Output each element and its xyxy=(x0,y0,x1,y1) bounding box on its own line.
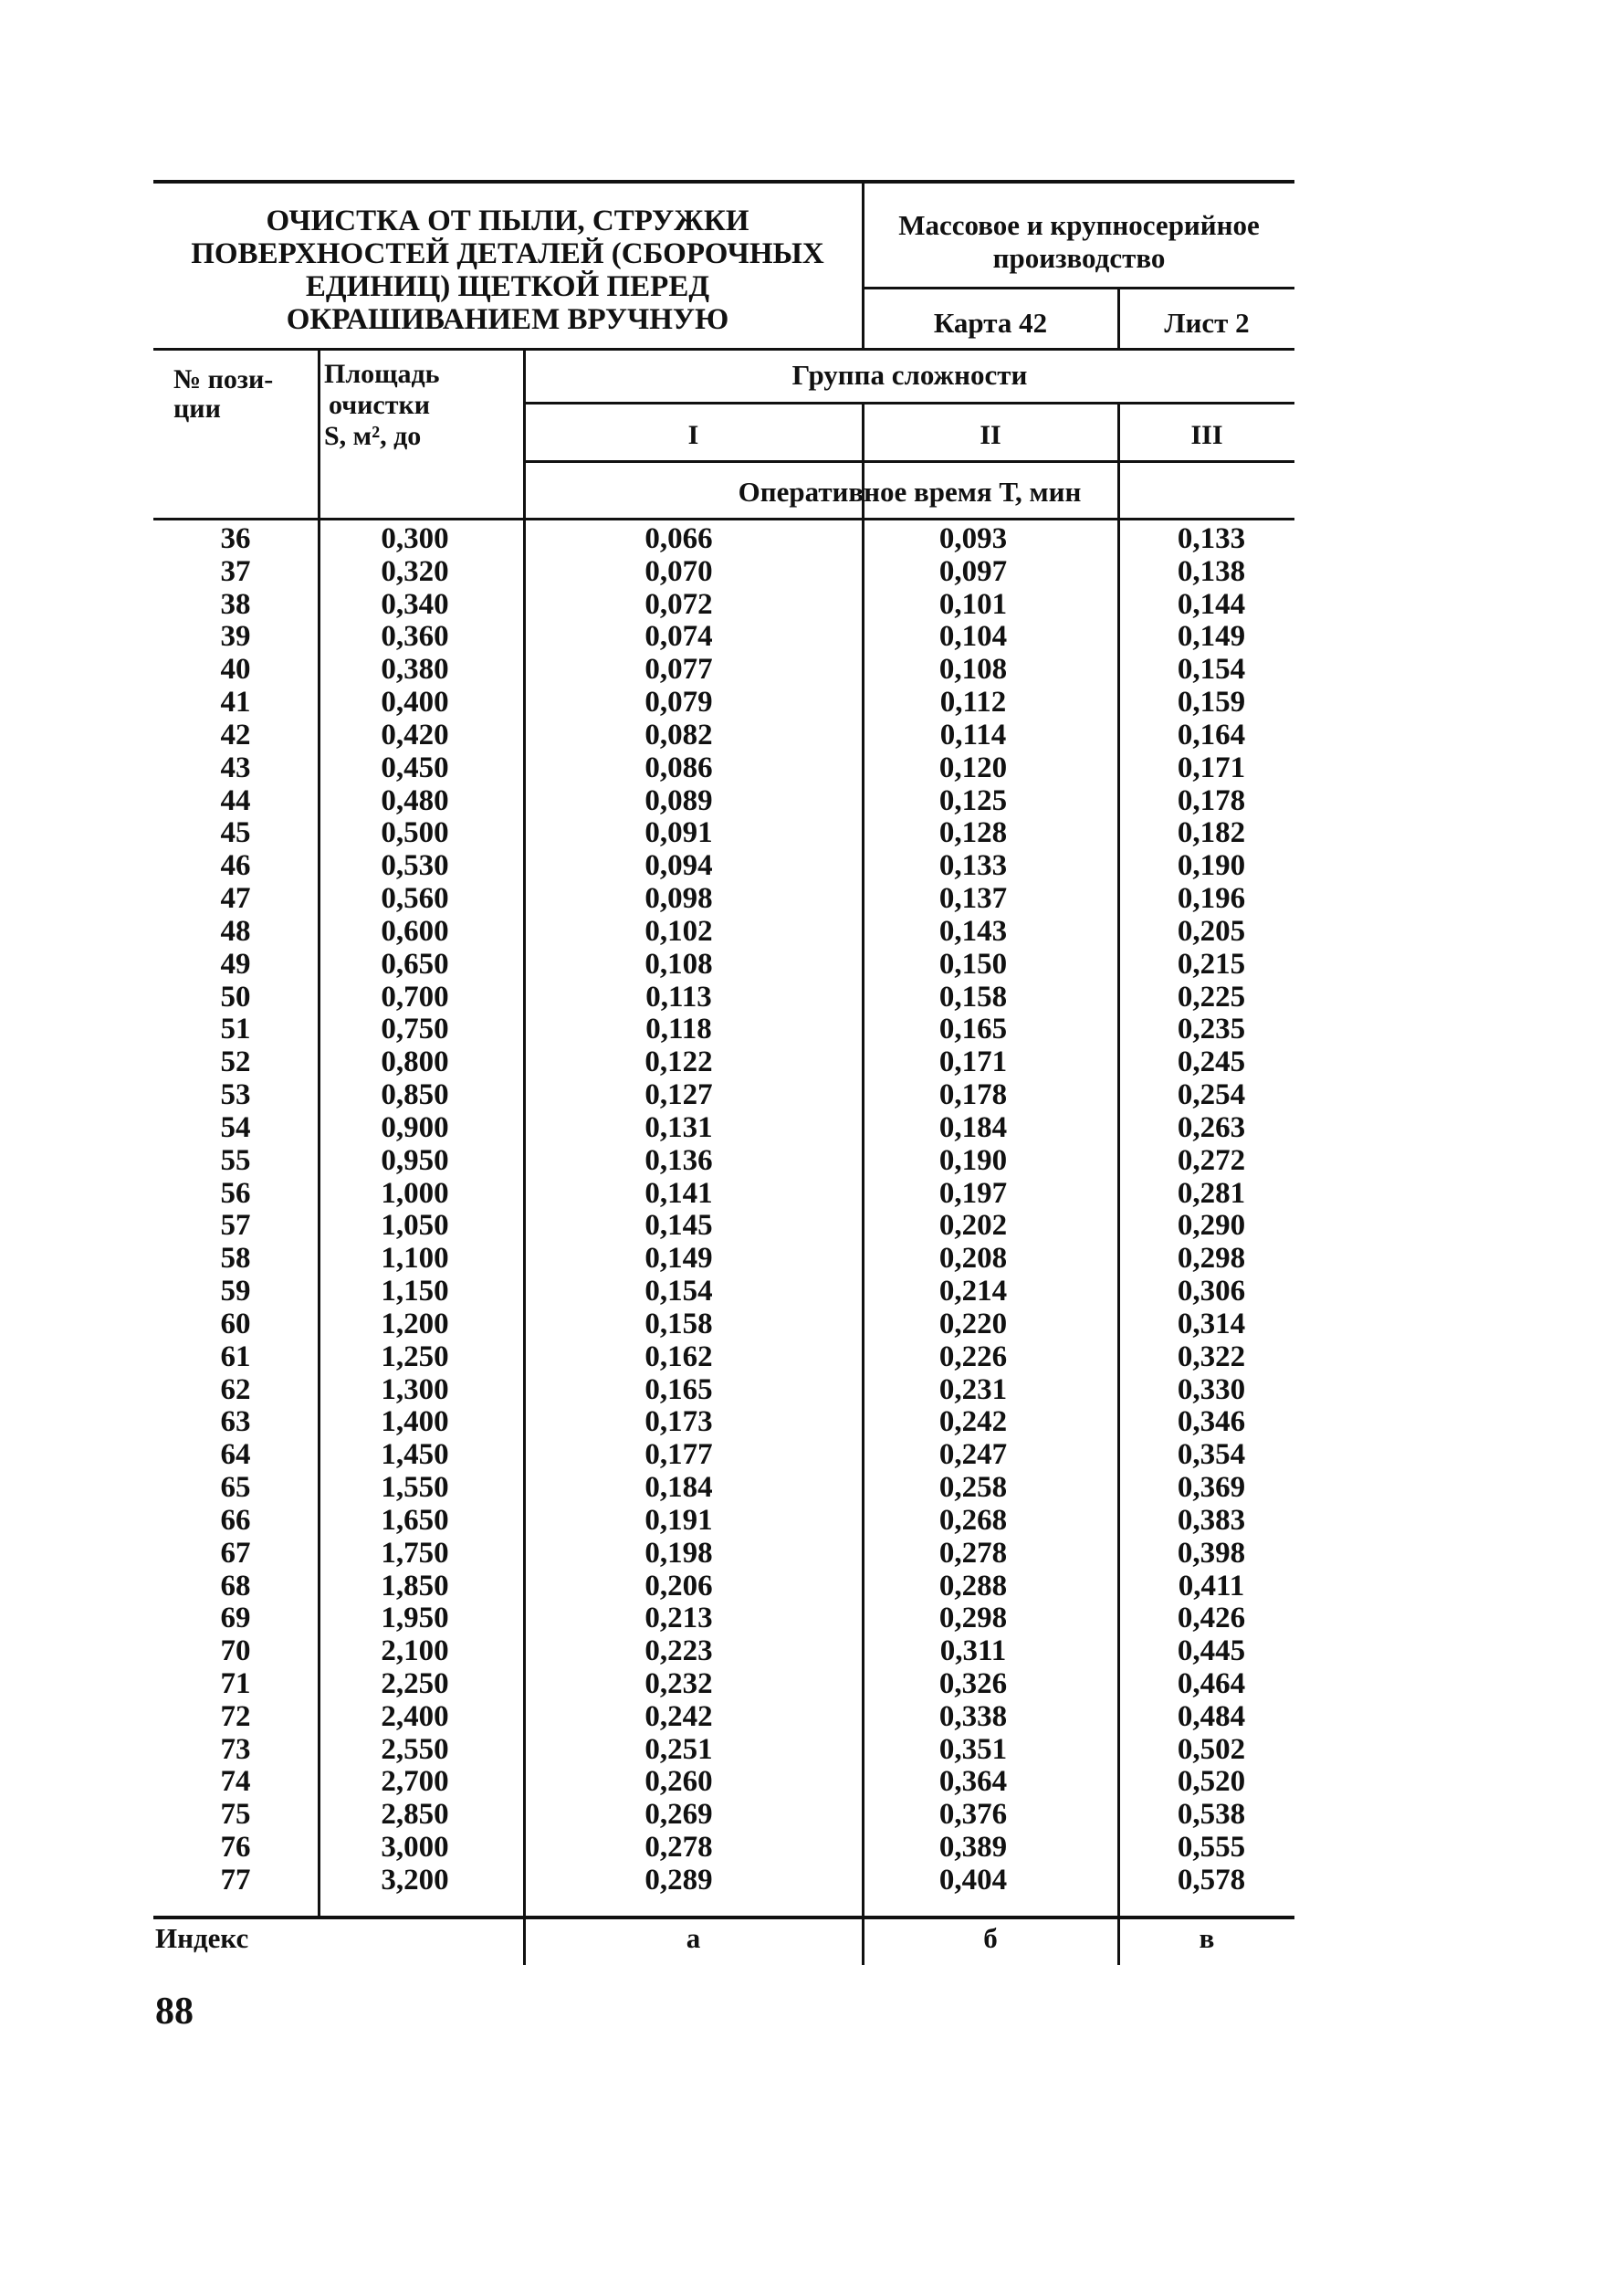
time-cell-group-1: 0,091 xyxy=(644,816,713,850)
time-cell-group-1: 0,102 xyxy=(644,914,713,948)
index-label: Индекс xyxy=(155,1922,249,1954)
time-cell-group-1: 0,173 xyxy=(644,1405,713,1439)
position-cell: 64 xyxy=(220,1438,251,1472)
position-cell: 45 xyxy=(220,816,251,850)
position-cell: 40 xyxy=(220,653,251,687)
time-cell-group-1: 0,131 xyxy=(644,1110,713,1144)
time-cell-group-1: 0,089 xyxy=(644,783,713,817)
time-cell-group-3: 0,196 xyxy=(1177,882,1246,916)
time-cell-group-2: 0,133 xyxy=(938,849,1008,883)
time-cell-group-1: 0,242 xyxy=(644,1699,713,1733)
time-cell-group-2: 0,097 xyxy=(938,554,1008,588)
time-cell-group-1: 0,072 xyxy=(644,587,713,621)
table-row xyxy=(153,1538,1294,1571)
index-3: в xyxy=(1199,1922,1215,1954)
area-cell: 0,800 xyxy=(381,1045,449,1079)
time-cell-group-1: 0,223 xyxy=(644,1634,713,1668)
area-cell: 0,400 xyxy=(381,686,449,720)
time-cell-group-1: 0,141 xyxy=(644,1176,713,1210)
area-cell: 0,950 xyxy=(381,1143,449,1177)
time-cell-group-2: 0,178 xyxy=(938,1078,1008,1112)
time-cell-group-2: 0,376 xyxy=(938,1798,1008,1832)
production-type: производство xyxy=(992,242,1166,274)
time-cell-group-3: 0,149 xyxy=(1177,620,1246,654)
table-row xyxy=(153,589,1294,622)
position-cell: 57 xyxy=(220,1209,251,1243)
area-cell: 0,700 xyxy=(381,980,449,1014)
time-cell-group-2: 0,158 xyxy=(938,980,1008,1014)
time-cell-group-2: 0,114 xyxy=(939,718,1007,751)
position-cell: 63 xyxy=(220,1405,251,1439)
area-cell: 0,320 xyxy=(381,554,449,588)
position-cell: 75 xyxy=(220,1798,251,1832)
card-number: Карта 42 xyxy=(933,307,1048,339)
title-line: ОКРАШИВАНИЕМ ВРУЧНУЮ xyxy=(286,303,729,336)
area-cell: 0,360 xyxy=(381,620,449,654)
data-table-body xyxy=(153,523,1294,1897)
table-row xyxy=(153,1112,1294,1145)
time-cell-group-2: 0,231 xyxy=(938,1372,1008,1406)
position-cell: 72 xyxy=(220,1699,251,1733)
time-cell-group-2: 0,197 xyxy=(938,1176,1008,1210)
time-cell-group-2: 0,242 xyxy=(938,1405,1008,1439)
area-cell: 1,450 xyxy=(381,1438,449,1472)
position-cell: 59 xyxy=(220,1275,251,1308)
time-cell-group-1: 0,077 xyxy=(644,653,713,687)
area-cell: 0,560 xyxy=(381,882,449,916)
area-cell: 0,340 xyxy=(381,587,449,621)
table-row xyxy=(153,720,1294,752)
top-rule xyxy=(153,180,1294,184)
time-cell-group-3: 0,190 xyxy=(1177,849,1246,883)
time-cell-group-1: 0,082 xyxy=(644,718,713,751)
time-cell-group-2: 0,311 xyxy=(939,1634,1007,1668)
position-cell: 39 xyxy=(220,620,251,654)
table-row xyxy=(153,1374,1294,1407)
table-row xyxy=(153,523,1294,556)
time-cell-group-3: 0,346 xyxy=(1177,1405,1246,1439)
time-cell-group-3: 0,254 xyxy=(1177,1078,1246,1112)
table-row xyxy=(153,1014,1294,1046)
table-row xyxy=(153,752,1294,785)
time-cell-group-3: 0,354 xyxy=(1177,1438,1246,1472)
time-cell-group-1: 0,251 xyxy=(644,1732,713,1766)
position-cell: 56 xyxy=(220,1176,251,1210)
table-row xyxy=(153,1046,1294,1079)
table-row xyxy=(153,1505,1294,1538)
table-row xyxy=(153,785,1294,818)
time-cell-group-3: 0,182 xyxy=(1177,816,1246,850)
table-row xyxy=(153,1308,1294,1341)
time-cell-group-3: 0,314 xyxy=(1177,1307,1246,1340)
position-cell: 53 xyxy=(220,1078,251,1112)
position-cell: 73 xyxy=(220,1732,251,1766)
time-cell-group-3: 0,245 xyxy=(1177,1045,1246,1079)
time-cell-group-2: 0,143 xyxy=(938,914,1008,948)
position-cell: 66 xyxy=(220,1503,251,1537)
table-row xyxy=(153,1832,1294,1865)
time-cell-group-1: 0,074 xyxy=(644,620,713,654)
time-cell-group-3: 0,322 xyxy=(1177,1340,1246,1373)
area-cell: 1,000 xyxy=(381,1176,449,1210)
time-cell-group-1: 0,094 xyxy=(644,849,713,883)
time-cell-group-3: 0,464 xyxy=(1177,1666,1246,1700)
table-row xyxy=(153,1734,1294,1767)
time-cell-group-2: 0,104 xyxy=(938,620,1008,654)
table-row xyxy=(153,1178,1294,1211)
time-cell-group-3: 0,538 xyxy=(1177,1798,1246,1832)
position-header: ции xyxy=(173,394,221,424)
position-cell: 51 xyxy=(220,1013,251,1046)
position-cell: 76 xyxy=(220,1831,251,1865)
time-cell-group-3: 0,144 xyxy=(1177,587,1246,621)
time-cell-group-2: 0,171 xyxy=(938,1045,1008,1079)
time-cell-group-3: 0,306 xyxy=(1177,1275,1246,1308)
area-cell: 0,750 xyxy=(381,1013,449,1046)
time-cell-group-3: 0,445 xyxy=(1177,1634,1246,1668)
time-cell-group-2: 0,389 xyxy=(938,1831,1008,1865)
position-cell: 61 xyxy=(220,1340,251,1373)
area-cell: 2,850 xyxy=(381,1798,449,1832)
table-row xyxy=(153,1571,1294,1603)
position-cell: 62 xyxy=(220,1372,251,1406)
table-row xyxy=(153,621,1294,654)
time-cell-group-2: 0,120 xyxy=(938,751,1008,784)
area-cell: 1,100 xyxy=(381,1242,449,1276)
area-cell: 0,650 xyxy=(381,947,449,981)
time-cell-group-2: 0,101 xyxy=(938,587,1008,621)
area-cell: 0,500 xyxy=(381,816,449,850)
table-row xyxy=(153,1341,1294,1374)
index-2: б xyxy=(983,1922,998,1954)
table-row xyxy=(153,982,1294,1014)
area-cell: 0,850 xyxy=(381,1078,449,1112)
time-cell-group-3: 0,383 xyxy=(1177,1503,1246,1537)
position-cell: 58 xyxy=(220,1242,251,1276)
area-cell: 0,480 xyxy=(381,783,449,817)
area-cell: 1,850 xyxy=(381,1569,449,1602)
index-1: а xyxy=(686,1922,701,1954)
position-cell: 36 xyxy=(220,522,251,555)
time-cell-group-2: 0,364 xyxy=(938,1765,1008,1799)
time-cell-group-3: 0,171 xyxy=(1177,751,1246,784)
time-cell-group-1: 0,136 xyxy=(644,1143,713,1177)
position-cell: 41 xyxy=(220,686,251,720)
time-cell-group-1: 0,149 xyxy=(644,1242,713,1276)
table-row xyxy=(153,1865,1294,1897)
time-cell-group-3: 0,263 xyxy=(1177,1110,1246,1144)
time-cell-group-2: 0,093 xyxy=(938,522,1008,555)
time-cell-group-2: 0,278 xyxy=(938,1536,1008,1570)
area-cell: 0,600 xyxy=(381,914,449,948)
time-cell-group-1: 0,145 xyxy=(644,1209,713,1243)
time-cell-group-3: 0,133 xyxy=(1177,522,1246,555)
time-cell-group-1: 0,113 xyxy=(645,980,712,1014)
time-cell-group-2: 0,214 xyxy=(938,1275,1008,1308)
time-cell-group-3: 0,225 xyxy=(1177,980,1246,1014)
area-cell: 1,650 xyxy=(381,1503,449,1537)
time-cell-group-3: 0,272 xyxy=(1177,1143,1246,1177)
area-header: очистки xyxy=(329,390,431,420)
table-row xyxy=(153,916,1294,949)
time-cell-group-1: 0,184 xyxy=(644,1471,713,1505)
table-row xyxy=(153,556,1294,589)
position-cell: 49 xyxy=(220,947,251,981)
area-cell: 0,300 xyxy=(381,522,449,555)
time-cell-group-2: 0,202 xyxy=(938,1209,1008,1243)
area-cell: 1,300 xyxy=(381,1372,449,1406)
title-line: ПОВЕРХНОСТЕЙ ДЕТАЛЕЙ (СБОРОЧНЫХ xyxy=(191,237,824,270)
position-cell: 42 xyxy=(220,718,251,751)
time-cell-group-1: 0,198 xyxy=(644,1536,713,1570)
position-cell: 74 xyxy=(220,1765,251,1799)
time-cell-group-1: 0,269 xyxy=(644,1798,713,1832)
table-row xyxy=(153,1406,1294,1439)
area-cell: 1,250 xyxy=(381,1340,449,1373)
time-cell-group-3: 0,178 xyxy=(1177,783,1246,817)
time-cell-group-2: 0,351 xyxy=(938,1732,1008,1766)
time-cell-group-1: 0,098 xyxy=(644,882,713,916)
area-cell: 3,200 xyxy=(381,1863,449,1896)
time-cell-group-2: 0,258 xyxy=(938,1471,1008,1505)
time-cell-group-2: 0,108 xyxy=(938,653,1008,687)
time-cell-group-2: 0,247 xyxy=(938,1438,1008,1472)
table-row xyxy=(153,883,1294,916)
area-cell: 0,900 xyxy=(381,1110,449,1144)
time-cell-group-3: 0,520 xyxy=(1177,1765,1246,1799)
time-cell-group-1: 0,118 xyxy=(645,1013,712,1046)
page-number: 88 xyxy=(155,1991,194,2033)
time-cell-group-3: 0,330 xyxy=(1177,1372,1246,1406)
table-row xyxy=(153,1210,1294,1243)
group-header-3: III xyxy=(1190,420,1223,450)
time-cell-group-2: 0,288 xyxy=(938,1569,1008,1602)
time-cell-group-1: 0,165 xyxy=(644,1372,713,1406)
time-cell-group-3: 0,398 xyxy=(1177,1536,1246,1570)
time-cell-group-1: 0,158 xyxy=(644,1307,713,1340)
time-cell-group-1: 0,070 xyxy=(644,554,713,588)
position-cell: 44 xyxy=(220,783,251,817)
sheet-number: Лист 2 xyxy=(1164,307,1250,339)
table-row xyxy=(153,654,1294,687)
time-cell-group-2: 0,298 xyxy=(938,1602,1008,1635)
time-cell-group-2: 0,165 xyxy=(938,1013,1008,1046)
time-cell-group-2: 0,404 xyxy=(938,1863,1008,1896)
area-cell: 1,400 xyxy=(381,1405,449,1439)
time-cell-group-1: 0,154 xyxy=(644,1275,713,1308)
table-row xyxy=(153,1635,1294,1668)
time-cell-group-2: 0,184 xyxy=(938,1110,1008,1144)
time-cell-group-1: 0,162 xyxy=(644,1340,713,1373)
area-cell: 0,450 xyxy=(381,751,449,784)
table-row xyxy=(153,1079,1294,1112)
time-cell-group-2: 0,137 xyxy=(938,882,1008,916)
time-cell-group-3: 0,215 xyxy=(1177,947,1246,981)
time-cell-group-3: 0,426 xyxy=(1177,1602,1246,1635)
area-cell: 1,950 xyxy=(381,1602,449,1635)
time-cell-group-2: 0,112 xyxy=(939,686,1007,720)
area-cell: 3,000 xyxy=(381,1831,449,1865)
time-cell-group-2: 0,150 xyxy=(938,947,1008,981)
table-row xyxy=(153,850,1294,883)
position-cell: 48 xyxy=(220,914,251,948)
time-cell-group-3: 0,298 xyxy=(1177,1242,1246,1276)
table-row xyxy=(153,1799,1294,1832)
time-cell-group-3: 0,138 xyxy=(1177,554,1246,588)
area-cell: 1,150 xyxy=(381,1275,449,1308)
table-row xyxy=(153,817,1294,850)
time-cell-group-1: 0,086 xyxy=(644,751,713,784)
complexity-group-header: Группа сложности xyxy=(791,359,1028,391)
time-cell-group-2: 0,226 xyxy=(938,1340,1008,1373)
group-header-2: II xyxy=(980,420,1001,450)
title-line: ОЧИСТКА ОТ ПЫЛИ, СТРУЖКИ xyxy=(266,205,749,237)
production-rule xyxy=(864,287,1294,289)
position-cell: 70 xyxy=(220,1634,251,1668)
table-row xyxy=(153,1766,1294,1799)
area-cell: 2,700 xyxy=(381,1765,449,1799)
header-bottom-rule xyxy=(153,348,1294,351)
operative-time-header: Оперативное время Т, мин xyxy=(738,476,1082,508)
area-cell: 2,550 xyxy=(381,1732,449,1766)
position-cell: 67 xyxy=(220,1536,251,1570)
time-cell-group-2: 0,190 xyxy=(938,1143,1008,1177)
time-cell-group-1: 0,260 xyxy=(644,1765,713,1799)
columns-bottom-rule xyxy=(153,518,1294,520)
area-cell: 1,200 xyxy=(381,1307,449,1340)
time-cell-group-3: 0,502 xyxy=(1177,1732,1246,1766)
area-cell: 0,420 xyxy=(381,718,449,751)
position-cell: 60 xyxy=(220,1307,251,1340)
time-cell-group-2: 0,268 xyxy=(938,1503,1008,1537)
time-cell-group-2: 0,326 xyxy=(938,1666,1008,1700)
position-header: № пози- xyxy=(173,364,274,394)
table-row xyxy=(153,687,1294,720)
time-cell-group-3: 0,290 xyxy=(1177,1209,1246,1243)
position-cell: 38 xyxy=(220,587,251,621)
position-cell: 43 xyxy=(220,751,251,784)
time-cell-group-2: 0,208 xyxy=(938,1242,1008,1276)
area-cell: 1,750 xyxy=(381,1536,449,1570)
table-bottom-rule xyxy=(153,1916,1294,1919)
title-line: ЕДИНИЦ) ЩЕТКОЙ ПЕРЕД xyxy=(305,270,710,303)
position-cell: 54 xyxy=(220,1110,251,1144)
time-cell-group-3: 0,164 xyxy=(1177,718,1246,751)
time-cell-group-2: 0,220 xyxy=(938,1307,1008,1340)
position-cell: 47 xyxy=(220,882,251,916)
area-cell: 0,530 xyxy=(381,849,449,883)
time-cell-group-2: 0,125 xyxy=(938,783,1008,817)
area-cell: 0,380 xyxy=(381,653,449,687)
time-cell-group-3: 0,205 xyxy=(1177,914,1246,948)
time-cell-group-2: 0,128 xyxy=(938,816,1008,850)
time-cell-group-2: 0,338 xyxy=(938,1699,1008,1733)
groups-rule xyxy=(525,460,1294,463)
area-cell: 1,550 xyxy=(381,1471,449,1505)
table-row xyxy=(153,1439,1294,1472)
position-cell: 50 xyxy=(220,980,251,1014)
table-row xyxy=(153,1276,1294,1308)
time-cell-group-3: 0,411 xyxy=(1178,1569,1245,1602)
time-cell-group-3: 0,159 xyxy=(1177,686,1246,720)
time-cell-group-3: 0,235 xyxy=(1177,1013,1246,1046)
time-cell-group-1: 0,213 xyxy=(644,1602,713,1635)
time-cell-group-1: 0,177 xyxy=(644,1438,713,1472)
time-cell-group-1: 0,127 xyxy=(644,1078,713,1112)
group-header-1: I xyxy=(687,420,699,450)
position-cell: 65 xyxy=(220,1471,251,1505)
area-cell: 2,250 xyxy=(381,1666,449,1700)
area-header: S, м², до xyxy=(324,421,422,451)
time-cell-group-3: 0,484 xyxy=(1177,1699,1246,1733)
area-header: Площадь xyxy=(324,359,440,389)
time-cell-group-1: 0,278 xyxy=(644,1831,713,1865)
time-cell-group-3: 0,578 xyxy=(1177,1863,1246,1896)
area-cell: 2,100 xyxy=(381,1634,449,1668)
time-cell-group-1: 0,108 xyxy=(644,947,713,981)
table-row xyxy=(153,1145,1294,1178)
position-cell: 68 xyxy=(220,1569,251,1602)
time-cell-group-3: 0,369 xyxy=(1177,1471,1246,1505)
time-cell-group-1: 0,079 xyxy=(644,686,713,720)
production-type: Массовое и крупносерийное xyxy=(898,209,1260,241)
position-cell: 71 xyxy=(220,1666,251,1700)
position-cell: 77 xyxy=(220,1863,251,1896)
table-row xyxy=(153,1668,1294,1701)
group-rule xyxy=(525,402,1294,405)
time-cell-group-3: 0,555 xyxy=(1177,1831,1246,1865)
position-cell: 52 xyxy=(220,1045,251,1079)
position-cell: 37 xyxy=(220,554,251,588)
time-cell-group-1: 0,289 xyxy=(644,1863,713,1896)
time-cell-group-1: 0,122 xyxy=(644,1045,713,1079)
area-cell: 2,400 xyxy=(381,1699,449,1733)
time-cell-group-3: 0,154 xyxy=(1177,653,1246,687)
time-cell-group-3: 0,281 xyxy=(1177,1176,1246,1210)
time-cell-group-1: 0,191 xyxy=(644,1503,713,1537)
table-row xyxy=(153,1472,1294,1505)
table-row xyxy=(153,949,1294,982)
table-row xyxy=(153,1243,1294,1276)
position-cell: 55 xyxy=(220,1143,251,1177)
time-cell-group-1: 0,206 xyxy=(644,1569,713,1602)
table-row xyxy=(153,1602,1294,1635)
table-row xyxy=(153,1701,1294,1734)
position-cell: 46 xyxy=(220,849,251,883)
area-cell: 1,050 xyxy=(381,1209,449,1243)
position-cell: 69 xyxy=(220,1602,251,1635)
time-cell-group-1: 0,232 xyxy=(644,1666,713,1700)
time-cell-group-1: 0,066 xyxy=(644,522,713,555)
